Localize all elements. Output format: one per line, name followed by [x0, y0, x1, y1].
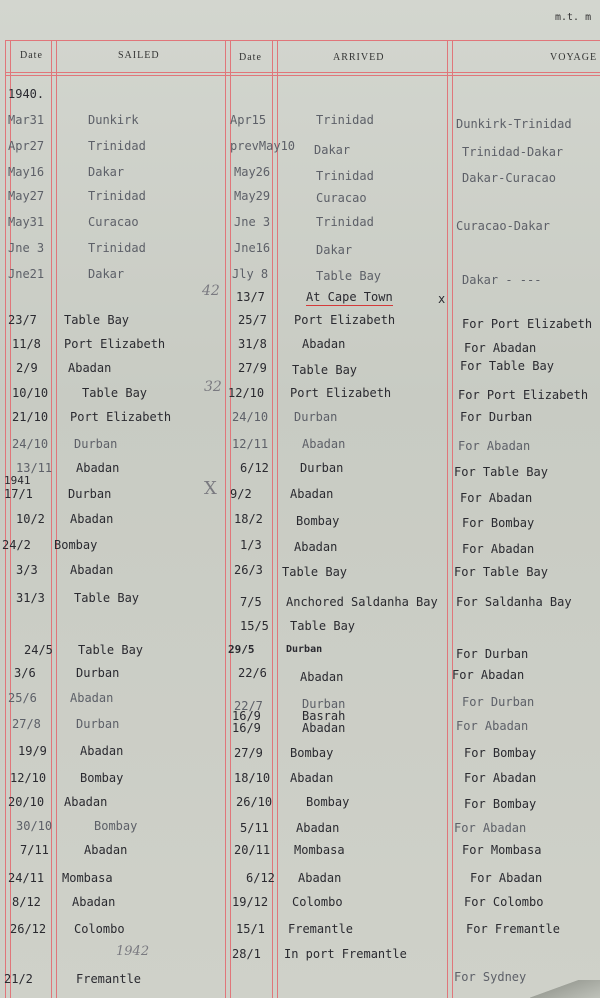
- port-arrived: Trinidad: [316, 113, 374, 127]
- date-sailed: Apr27: [8, 139, 45, 153]
- table-row: [0, 188, 600, 208]
- port-arrived: Dakar: [316, 243, 353, 257]
- port-sailed: Durban: [76, 666, 120, 680]
- port-sailed: Abadan: [70, 512, 114, 526]
- date-sailed: 21/10: [12, 410, 49, 424]
- port-arrived: Dakar: [314, 143, 351, 157]
- date-sailed: 2/9: [16, 361, 38, 375]
- voyage: Dakar-Curacao: [462, 171, 556, 185]
- table-row: [0, 842, 600, 862]
- voyage: Trinidad-Dakar: [462, 145, 564, 159]
- voyage: Dunkirk-Trinidad: [456, 117, 572, 131]
- voyage: For Abadan: [470, 871, 543, 885]
- voyage: For Bombay: [464, 746, 537, 760]
- table-row: [0, 690, 600, 713]
- port-sailed: Bombay: [80, 771, 124, 785]
- voyage: For Abadan: [462, 542, 535, 556]
- date-sailed: 24/10: [12, 437, 49, 451]
- voyage: For Saldanha Bay: [456, 595, 572, 609]
- date-arrived: May26: [234, 165, 271, 179]
- port-arrived: Abadan: [290, 771, 334, 785]
- port-arrived: Fremantle: [288, 922, 354, 936]
- voyage: Dakar - ---: [462, 273, 542, 287]
- date-arrived: 19/12: [232, 895, 269, 909]
- table-row: [0, 894, 600, 914]
- column-header-date-sailed: Date: [20, 50, 43, 61]
- date-arrived: 13/7: [236, 290, 265, 304]
- table-row: [0, 665, 600, 685]
- date-arrived: 18/10: [234, 771, 271, 785]
- table-row: [0, 336, 600, 356]
- column-header-arrived: ARRIVED: [333, 52, 385, 63]
- port-sailed: Table Bay: [82, 386, 148, 400]
- voyage: For Durban: [456, 647, 529, 661]
- date-arrived: Apr15: [230, 113, 267, 127]
- port-arrived: Anchored Saldanha Bay: [286, 595, 438, 609]
- port-sailed: Colombo: [74, 922, 125, 936]
- voyage: For Bombay: [462, 516, 535, 530]
- port-arrived: Mombasa: [294, 843, 345, 857]
- date-sailed: Mar31: [8, 113, 45, 127]
- voyage: For Durban: [460, 410, 533, 424]
- port-arrived: Abadan: [296, 821, 340, 835]
- port-sailed: Dakar: [88, 165, 125, 179]
- port-arrived: Basrah: [302, 709, 346, 723]
- voyage: For Table Bay: [454, 565, 548, 579]
- date-sailed: 13/11: [16, 461, 53, 475]
- date-arrived: 1/3: [240, 538, 262, 552]
- port-sailed: Port Elizabeth: [70, 410, 172, 424]
- date-sailed: Jne 3: [8, 241, 45, 255]
- voyage: For Abadan: [454, 821, 527, 835]
- port-sailed: Bombay: [94, 819, 138, 833]
- date-arrived: 16/9: [232, 709, 261, 723]
- date-sailed: 11/8: [12, 337, 41, 351]
- port-arrived: Durban: [286, 644, 323, 655]
- port-arrived: Table Bay: [282, 565, 348, 579]
- date-arrived-second: 16/9: [232, 721, 261, 735]
- date-arrived: 5/11: [240, 821, 269, 835]
- voyage: For Fremantle: [466, 922, 560, 936]
- date-arrived: 25/7: [238, 313, 267, 327]
- table-row: [0, 138, 600, 158]
- date-sailed: 23/7: [8, 313, 37, 327]
- date-sailed: 12/10: [10, 771, 47, 785]
- port-sailed: Table Bay: [64, 313, 130, 327]
- voyage: For Sydney: [454, 970, 527, 984]
- port-arrived: Abadan: [300, 670, 344, 684]
- date-sailed: 17/1: [4, 487, 33, 501]
- date-arrived: 26/10: [236, 795, 273, 809]
- port-sailed: Table Bay: [78, 643, 144, 657]
- table-row: [0, 818, 600, 838]
- port-sailed: Bombay: [54, 538, 98, 552]
- header-rule-1: [5, 72, 600, 73]
- table-row: [0, 590, 600, 610]
- table-row: [0, 360, 600, 380]
- check-mark: x: [438, 292, 446, 306]
- date-sailed: 3/6: [14, 666, 36, 680]
- date-sailed: 30/10: [16, 819, 53, 833]
- voyage: For Bombay: [464, 797, 537, 811]
- port-arrived: Abadan: [302, 437, 346, 451]
- date-arrived: 12/10: [228, 386, 265, 400]
- date-sailed: 8/12: [12, 895, 41, 909]
- port-arrived: Durban: [300, 461, 344, 475]
- table-row: [0, 312, 600, 332]
- port-arrived-second: Abadan: [302, 721, 346, 735]
- table-row: [0, 642, 600, 662]
- table-row: [0, 436, 600, 456]
- date-arrived: 27/9: [238, 361, 267, 375]
- table-row: [0, 240, 600, 260]
- table-row: [0, 409, 600, 429]
- date-arrived: 18/2: [234, 512, 263, 526]
- date-arrived: 31/8: [238, 337, 267, 351]
- port-sailed: Trinidad: [88, 189, 146, 203]
- port-arrived: Abadan: [294, 540, 338, 554]
- voyage: For Abadan: [456, 719, 529, 733]
- table-row: [0, 379, 600, 405]
- port-arrived: Table Bay: [292, 363, 358, 377]
- date-arrived: 22/7: [234, 699, 263, 713]
- date-arrived: 15/5: [240, 619, 269, 633]
- date-arrived: 6/12: [246, 871, 275, 885]
- voyage: For Abadan: [464, 341, 537, 355]
- port-sailed: Trinidad: [88, 241, 146, 255]
- table-row: [0, 283, 600, 309]
- date-arrived: prevMay10: [230, 139, 296, 153]
- port-sailed: Port Elizabeth: [64, 337, 166, 351]
- table-row: [0, 709, 600, 736]
- port-arrived: Abadan: [290, 487, 334, 501]
- date-arrived: 6/12: [240, 461, 269, 475]
- port-sailed: Durban: [76, 717, 120, 731]
- port-sailed: Abadan: [64, 795, 108, 809]
- port-arrived: Bombay: [306, 795, 350, 809]
- page-curl: [530, 980, 600, 998]
- voyage: For Durban: [462, 695, 535, 709]
- voyage: For Port Elizabeth: [462, 317, 593, 331]
- check-mark: X: [204, 478, 217, 499]
- date-sailed: 10/10: [12, 386, 49, 400]
- port-sailed: Table Bay: [74, 591, 140, 605]
- port-sailed: Trinidad: [88, 139, 146, 153]
- voyage: For Port Elizabeth: [458, 388, 589, 402]
- port-sailed: Abadan: [72, 895, 116, 909]
- port-arrived: Durban: [294, 410, 338, 424]
- port-arrived: Abadan: [298, 871, 342, 885]
- port-arrived: Port Elizabeth: [294, 313, 396, 327]
- column-header-voyage: VOYAGE: [550, 52, 598, 63]
- voyage: For Abadan: [464, 771, 537, 785]
- voyage: For Abadan: [458, 439, 531, 453]
- date-arrived: 28/1: [232, 947, 261, 961]
- port-sailed: Fremantle: [76, 972, 142, 986]
- header-rule-2: [5, 75, 600, 76]
- date-sailed: 25/6: [8, 691, 37, 705]
- column-header-date-arrived: Date: [239, 52, 262, 63]
- date-sailed: 10/2: [16, 512, 45, 526]
- port-sailed: Abadan: [68, 361, 112, 375]
- date-arrived: 26/3: [234, 563, 263, 577]
- table-row: [0, 743, 600, 763]
- date-sailed: 27/8: [12, 717, 41, 731]
- port-sailed: Durban: [74, 437, 118, 451]
- table-row: [0, 946, 600, 966]
- date-sailed: 26/12: [10, 922, 47, 936]
- date-arrived: 20/11: [234, 843, 271, 857]
- port-arrived: Durban: [302, 697, 346, 711]
- date-arrived: 24/10: [232, 410, 269, 424]
- table-row: [0, 511, 600, 531]
- port-arrived: Bombay: [290, 746, 334, 760]
- date-sailed: 21/2: [4, 972, 33, 986]
- port-arrived: Trinidad: [316, 169, 374, 183]
- port-sailed: Curacao: [88, 215, 139, 229]
- port-arrived: At Cape Town: [306, 290, 393, 304]
- date-arrived: 15/1: [236, 922, 265, 936]
- port-arrived: Curacao: [316, 191, 367, 205]
- date-sailed: 3/3: [16, 563, 38, 577]
- port-arrived: Port Elizabeth: [290, 386, 392, 400]
- year-marker: 1941: [4, 474, 31, 487]
- date-sailed: May31: [8, 215, 45, 229]
- date-sailed: 7/11: [20, 843, 49, 857]
- table-row: [0, 474, 600, 505]
- table-row: [0, 537, 600, 557]
- table-row: [0, 870, 600, 890]
- port-arrived: Table Bay: [290, 619, 356, 633]
- port-sailed: Abadan: [80, 744, 124, 758]
- table-row: [0, 794, 600, 814]
- voyage: Curacao-Dakar: [456, 219, 550, 233]
- port-arrived: Table Bay: [316, 269, 382, 283]
- sheet-reference: m.t. m: [555, 12, 592, 23]
- handwritten-year: 1942: [116, 944, 150, 959]
- port-arrived: Trinidad: [316, 215, 374, 229]
- date-sailed: May27: [8, 189, 45, 203]
- date-arrived: 29/5: [228, 643, 255, 656]
- date-sailed: 19/9: [18, 744, 47, 758]
- date-sailed: 24/5: [24, 643, 53, 657]
- port-sailed: Durban: [68, 487, 112, 501]
- port-arrived: In port Fremantle: [284, 947, 407, 961]
- port-sailed: Abadan: [76, 461, 120, 475]
- table-row: [0, 266, 600, 286]
- voyage: For Table Bay: [454, 465, 548, 479]
- date-sailed: 24/2: [2, 538, 31, 552]
- date-arrived: 7/5: [240, 595, 262, 609]
- voyage: For Abadan: [460, 491, 533, 505]
- table-row: [0, 770, 600, 790]
- port-arrived: Abadan: [302, 337, 346, 351]
- handwritten-note: 42: [202, 283, 220, 299]
- date-sailed: May16: [8, 165, 45, 179]
- table-row: [0, 562, 600, 582]
- date-sailed: 1940.: [8, 87, 45, 101]
- port-sailed: Abadan: [70, 691, 114, 705]
- table-row: [0, 921, 600, 941]
- voyage: For Colombo: [464, 895, 544, 909]
- date-arrived: Jne 3: [234, 215, 271, 229]
- table-row: [0, 618, 600, 638]
- voyage: For Abadan: [452, 668, 525, 682]
- port-sailed: Dunkirk: [88, 113, 139, 127]
- date-arrived: Jly 8: [232, 267, 269, 281]
- handwritten-note: 32: [204, 379, 222, 395]
- voyage: For Mombasa: [462, 843, 542, 857]
- port-sailed: Dakar: [88, 267, 125, 281]
- table-row: [0, 971, 600, 991]
- date-sailed: Jne21: [8, 267, 45, 281]
- voyage: For Table Bay: [460, 359, 554, 373]
- port-sailed: Abadan: [70, 563, 114, 577]
- date-sailed: 31/3: [16, 591, 45, 605]
- table-row: [0, 112, 600, 132]
- date-arrived: 9/2: [230, 487, 252, 501]
- port-arrived: Bombay: [296, 514, 340, 528]
- date-sailed: 20/10: [8, 795, 45, 809]
- date-arrived: 22/6: [238, 666, 267, 680]
- table-row: [0, 164, 600, 184]
- table-row: [0, 214, 600, 234]
- table-row: [0, 86, 600, 106]
- date-arrived: 27/9: [234, 746, 263, 760]
- column-header-sailed: SAILED: [118, 50, 160, 61]
- date-arrived: 12/11: [232, 437, 269, 451]
- port-sailed: Abadan: [84, 843, 128, 857]
- header-top-rule: [5, 40, 600, 41]
- port-sailed: Mombasa: [62, 871, 113, 885]
- date-sailed: 24/11: [8, 871, 45, 885]
- date-arrived: Jne16: [234, 241, 271, 255]
- date-arrived: May29: [234, 189, 271, 203]
- port-arrived: Colombo: [292, 895, 343, 909]
